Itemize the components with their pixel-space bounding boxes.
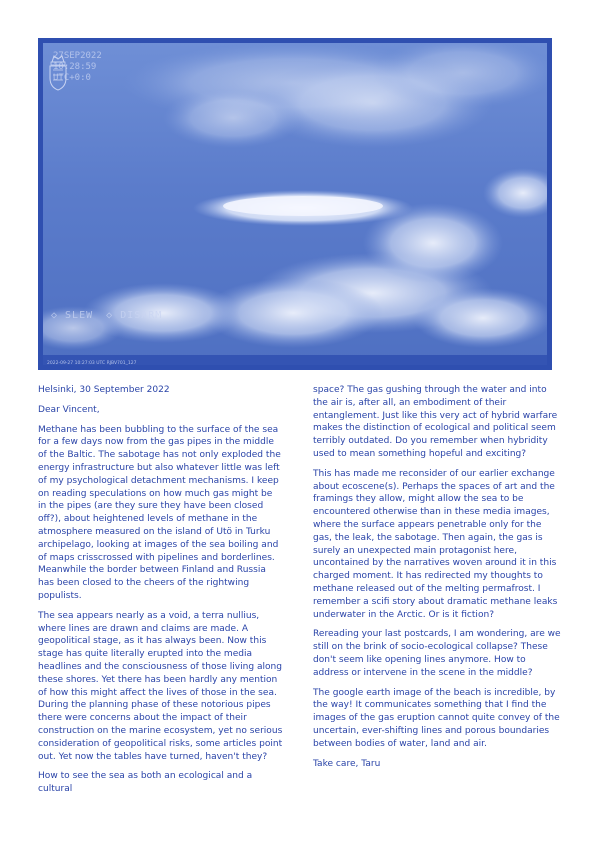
stamp-zone: UTC+0:0 bbox=[53, 73, 91, 83]
hud-disarm-label: ◇ DISARM bbox=[106, 310, 163, 321]
stamp-date: 27SEP2022 bbox=[53, 51, 102, 61]
letter-salutation: Dear Vincent, bbox=[38, 404, 100, 415]
letter-left-column bbox=[38, 384, 283, 803]
hud-overlay bbox=[51, 310, 168, 321]
photo-caption: 2022-09-27 10:27:03 UTC RJBV701_127 bbox=[47, 361, 137, 366]
gas-leak-photo bbox=[38, 38, 552, 370]
letter-paragraph: The google earth image of the beach is incredible, by the way! It communicates something that I find the images of the gas eruption cannot quite convey of the uncertain, ever-shifting lines and porous boundaries between bodies of water, land and air. bbox=[313, 687, 560, 749]
hud-slew-label: ◇ SLEW bbox=[51, 310, 94, 321]
letter-right-column bbox=[313, 384, 563, 777]
letter-paragraph: The sea appears nearly as a void, a terra nullius, where lines are drawn and claims are made. A geopolitical stage, as it has always been. Now this stage has quite literally erupted into the media headlines and the consciousness of those living along these shores. Yet there has been hardly any mention of how this might affect the lives of those in the sea. During the planning phase of these notorious pipes there were concerns about the impact of their construction on the marine ecosystem, yet no serious consideration of geopolitical risks, some articles point out. Yet now the tables have turned, haven't they? bbox=[38, 610, 283, 762]
letter-paragraph: space? The gas gushing through the water and into the air is, after all, an embodiment of their entanglement. Just like this very act of hybrid warfare makes the distinction of ecological and political seem terribly outdated. Do you remember when hybridity used to mean something hopeful and exciting? bbox=[313, 385, 558, 459]
stamp-time: 10:28:59 bbox=[53, 62, 97, 72]
coat-of-arms-icon bbox=[47, 54, 69, 92]
letter-paragraph: How to see the sea as both an ecological and a cultural bbox=[38, 771, 253, 795]
letter-paragraph: This has made me reconsider of our earlier exchange about ecoscene(s). Perhaps the spaces of art and the framings they allow, might allow the sea to be encountered otherwise than in these media images, where the surface appears penetrable only for the gas, the leak, the sabotage. Then again, the gas is surely an unexpected main protagonist here, uncontained by the narratives woven around it in this charged moment. It has redirected my thoughts to methane released out of the melting permafrost. I remember a scifi story about dramatic methane leaks underwater in the Arctic. Or is it fiction? bbox=[313, 468, 558, 620]
letter-paragraph: Methane has been bubbling to the surface of the sea for a few days now from the gas pipes in the middle of the Baltic. The sabotage has not only exploded the energy infrastructure but also whatever little was left of my psychological detachment mechanisms. I keep on reading speculations on how much gas might be in the pipes (are they sure they have been closed off?), about heightened levels of methane in the atmosphere measured on the island of Utö in Turku archipelago, looking at images of the sea boiling and of maps crisscrossed with pipelines and borderlines. Meanwhile the border between Finland and Russia has been closed to the cheers of the rightwing populists. bbox=[38, 424, 281, 601]
letter-paragraph: Rereading your last postcards, I am wondering, are we still on the brink of socio-ecological collapse? These don't seem like opening lines anymore. How to address or intervene in the scene in the middle? bbox=[313, 629, 561, 678]
letter-signoff: Take care, Taru bbox=[313, 758, 381, 769]
letter-dateline: Helsinki, 30 September 2022 bbox=[38, 385, 170, 395]
